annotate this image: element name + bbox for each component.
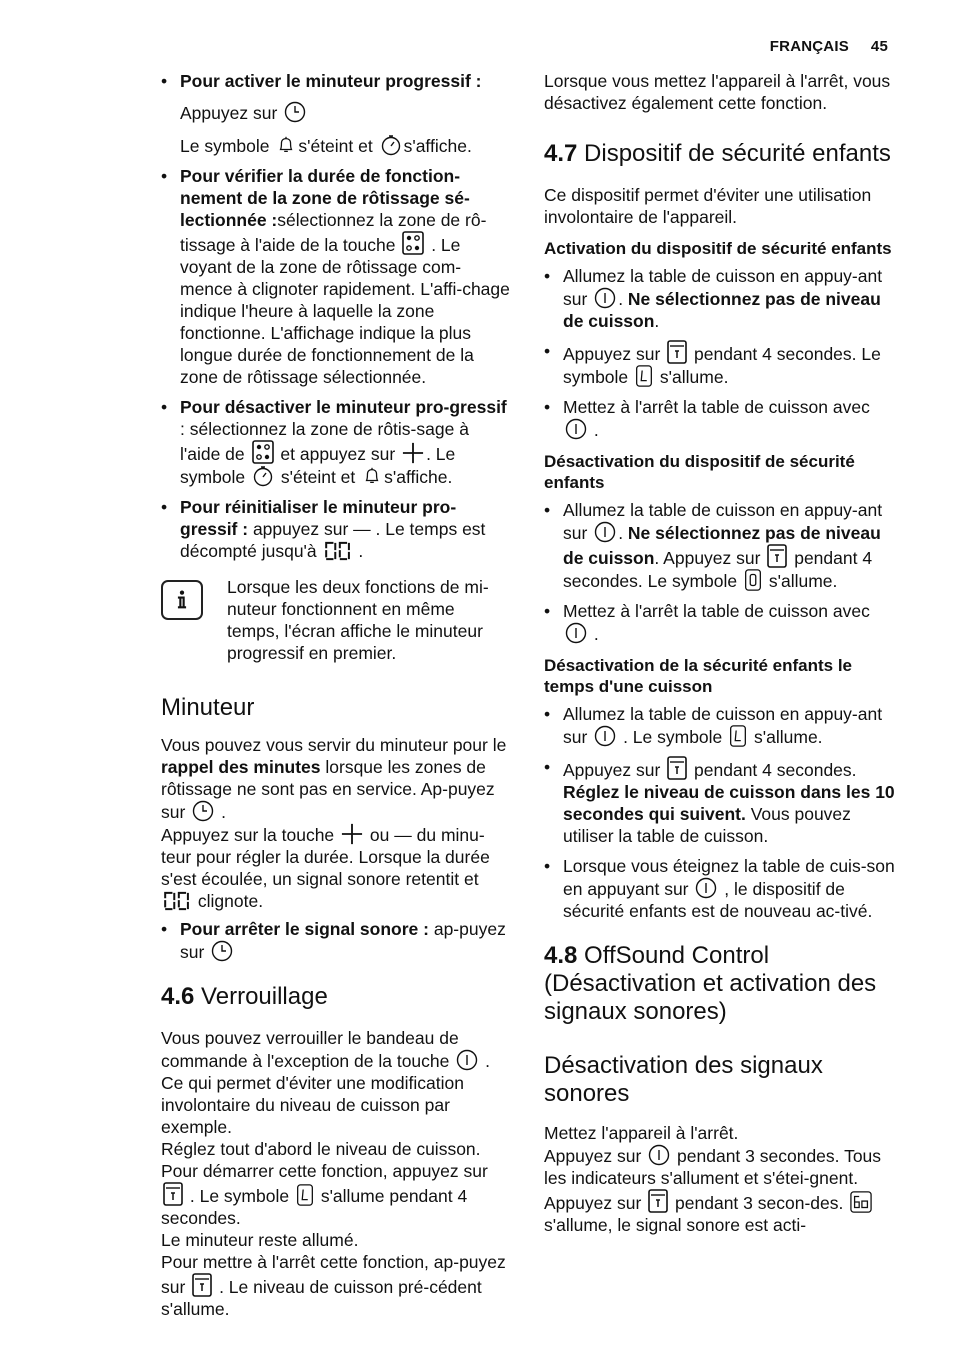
text: Vous pouvez utiliser la table de cuisson. xyxy=(563,804,851,846)
bullet-title: Pour désactiver le minuteur pro-gressif xyxy=(180,397,507,417)
text: . Le voyant de la zone de rôtissage com-mence à clignoter rapidement. L'affi-chage indique l'heure à laquelle la zone fonctionne. L'affichage indique la plus longue durée de fonctionnement de la zone de rôtissage sélectionnée. xyxy=(180,235,510,387)
text: Lorsque vous éteignez la table de cuis-son en appuyant sur xyxy=(563,856,895,899)
text: Appuyez sur xyxy=(563,760,661,780)
text: Lorsque vous mettez l'appareil à l'arrêt, vous désactivez également cette fonction. xyxy=(544,71,891,113)
text: sélectionnez la zone de rô-tissage à l'aide de la touche xyxy=(180,210,487,255)
lock-key-icon xyxy=(767,544,787,568)
text: Appuyez sur xyxy=(180,103,278,123)
timer-icon xyxy=(380,134,402,156)
power-icon xyxy=(594,521,616,543)
text: ap-puyez sur xyxy=(180,919,506,962)
clock-icon xyxy=(284,101,306,123)
section-number: 4.6 xyxy=(161,983,195,1010)
text: . xyxy=(654,311,660,331)
subsection-heading: Désactivation des signaux sonores xyxy=(544,1052,823,1107)
zero-symbol-icon xyxy=(744,569,762,591)
text: : sélectionnez la zone de rôtis-sage à l'aide de xyxy=(180,419,469,464)
display-00-icon xyxy=(324,541,352,561)
power-icon xyxy=(565,622,587,644)
text: , le dispositif de sécurité enfants est de nouveau ac-tivé. xyxy=(563,879,873,921)
text: et appuyez sur xyxy=(280,444,396,464)
text: lorsque les zones de rôtissage ne sont pas en service. Ap-puyez sur xyxy=(161,757,495,822)
page-number: 45 xyxy=(870,38,888,55)
text: . Appuyez sur xyxy=(654,548,761,568)
power-icon xyxy=(565,418,587,440)
lock-key-icon xyxy=(667,340,687,364)
text: s'éteint et xyxy=(298,136,373,156)
text: Allumez la table de cuisson en appuy-ant sur xyxy=(563,500,883,543)
lock-symbol-l-icon xyxy=(635,365,653,387)
power-icon xyxy=(695,877,717,899)
list-item xyxy=(544,396,898,441)
section-name: Dispositif de sécurité enfants xyxy=(584,140,891,167)
text: Mettez à l'arrêt la table de cuisson avec xyxy=(563,601,870,621)
bell-icon xyxy=(276,134,296,156)
section-title: Minuteur xyxy=(161,694,255,721)
text: . xyxy=(221,802,226,822)
list-item xyxy=(544,499,898,592)
subsection-title: Désactivation du dispositif de sécurité enfants xyxy=(544,452,855,492)
text: . xyxy=(593,624,599,644)
list-item xyxy=(161,918,513,963)
plus-icon xyxy=(341,823,363,845)
text: Ne sélectionnez pas de niveau de cuisson xyxy=(563,289,881,331)
text: . xyxy=(358,541,364,561)
section-4-8-title xyxy=(544,942,898,1026)
zone-select-icon xyxy=(402,231,424,255)
text: Allumez la table de cuisson en appuy-ant sur xyxy=(563,266,883,309)
text: Appuyez sur la touche xyxy=(161,825,335,845)
text: Vous pouvez verrouiller le bandeau de commande à l'exception de la touche xyxy=(161,1028,459,1071)
text: Appuyez sur xyxy=(544,1146,642,1166)
text: pendant 3 secondes. Tous les indicateurs s'allument et s'étei-gnent. Appuyez sur xyxy=(544,1146,882,1213)
text: pendant 4 secondes. Le symbole xyxy=(563,344,881,387)
display-00-icon xyxy=(163,891,191,911)
text: s'allume pendant 4 secondes. xyxy=(161,1186,468,1228)
text: Appuyez sur xyxy=(563,344,661,364)
text: Mettez l'appareil à l'arrêt. xyxy=(544,1123,739,1143)
section-number: 4.7 xyxy=(544,140,578,167)
section-name: Verrouillage xyxy=(201,983,328,1010)
text: Vous pouvez vous servir du minuteur pour le xyxy=(161,735,507,755)
text: s'éteint et xyxy=(280,467,356,487)
section-4-6-title xyxy=(161,983,513,1011)
list-item xyxy=(544,340,898,388)
text: Allumez la table de cuisson en appuy-ant sur xyxy=(563,704,883,747)
text: s'affiche. xyxy=(384,467,453,487)
right-column xyxy=(544,70,898,1236)
lock-key-icon xyxy=(163,1182,183,1206)
lock-key-icon xyxy=(667,756,687,780)
text: rappel des minutes xyxy=(161,757,321,777)
bullet-title: Pour arrêter le signal sonore : xyxy=(180,919,429,939)
text: . Le symbole xyxy=(180,444,456,487)
info-text: Lorsque les deux fonctions de mi-nuteur fonctionnent en même temps, l'écran affiche le minuteur progressif en premier. xyxy=(227,577,489,663)
clock-icon xyxy=(211,940,233,962)
list-item xyxy=(544,600,898,645)
lock-symbol-l-icon xyxy=(729,725,747,747)
text: . xyxy=(618,523,628,543)
text: pendant 4 secondes. xyxy=(694,760,857,780)
text: Réglez le niveau de cuisson dans les 10 secondes qui suivent. xyxy=(563,782,895,824)
info-icon xyxy=(161,580,203,620)
text: . Le niveau de cuisson pré-cédent s'allume. xyxy=(161,1277,482,1319)
bullet-title: Pour réinitialiser le minuteur pro-gressif : xyxy=(180,497,457,539)
text: . xyxy=(618,289,628,309)
text: pendant 4 secondes. Le symbole xyxy=(563,548,873,591)
list-item xyxy=(544,756,898,847)
page-header xyxy=(770,38,888,55)
text: Réglez tout d'abord le niveau de cuisson. Pour démarrer cette fonction, appuyez sur xyxy=(161,1139,488,1181)
list-item xyxy=(161,165,513,388)
power-icon xyxy=(594,725,616,747)
text: s'allume. xyxy=(754,727,823,747)
subsection-title: Activation du dispositif de sécurité enfants xyxy=(544,239,892,258)
bullet-title: Pour vérifier la durée de fonction-nement de la zone de rôtissage sé-lectionnée : xyxy=(180,166,470,230)
text: pendant 3 secon-des. xyxy=(675,1193,844,1213)
list-item xyxy=(161,70,513,157)
text: ou — du minu-teur pour régler la durée. Lorsque la durée s'est écoulée, un signal sonore retentit et xyxy=(161,825,490,889)
section-4-7-title xyxy=(544,140,898,168)
clock-icon xyxy=(192,800,214,822)
power-icon xyxy=(456,1049,478,1071)
lock-key-icon xyxy=(192,1273,212,1297)
list-item xyxy=(544,703,898,748)
text: Ne sélectionnez pas de niveau de cuisson xyxy=(563,523,881,568)
lock-symbol-l-icon xyxy=(296,1184,314,1206)
text: clignote. xyxy=(197,891,264,911)
list-item xyxy=(161,496,513,562)
subsection-title: Désactivation de la sécurité enfants le temps d'une cuisson xyxy=(544,656,853,696)
text: s'allume, le signal sonore est acti- xyxy=(544,1215,807,1235)
text: . xyxy=(593,420,599,440)
list-item xyxy=(544,855,898,922)
text: Ce dispositif permet d'éviter une utilisation involontaire de l'appareil. xyxy=(544,185,872,227)
text: . Ce qui permet d'éviter une modification involontaire du niveau de cuisson par exemple. xyxy=(161,1051,491,1137)
off-sound-symbol-icon xyxy=(850,1191,872,1213)
text: s'allume. xyxy=(768,571,838,591)
text: appuyez sur — . Le temps est décompté jusqu'à xyxy=(180,519,486,561)
language-label: FRANÇAIS xyxy=(769,38,849,55)
power-icon xyxy=(594,287,616,309)
left-column xyxy=(161,70,513,1320)
plus-icon xyxy=(402,442,424,464)
text: Pour mettre à l'arrêt cette fonction, ap-puyez sur xyxy=(161,1252,506,1297)
lock-key-icon xyxy=(648,1189,668,1213)
list-item xyxy=(544,265,898,332)
bullet-title: Pour activer le minuteur progressif : xyxy=(180,71,482,91)
bell-icon xyxy=(362,465,382,487)
text: . Le symbole xyxy=(623,727,723,747)
section-name: OffSound Control (Désactivation et activation des signaux sonores) xyxy=(544,942,877,1025)
text: s'affiche. xyxy=(403,136,472,156)
timer-icon xyxy=(252,465,274,487)
text: s'allume. xyxy=(659,367,729,387)
text: Le minuteur reste allumé. xyxy=(161,1230,359,1250)
text: Mettez à l'arrêt la table de cuisson avec xyxy=(563,397,870,417)
text: . Le symbole xyxy=(189,1186,290,1206)
info-note xyxy=(161,576,513,664)
power-icon xyxy=(648,1144,670,1166)
section-number: 4.8 xyxy=(544,942,578,969)
text: Le symbole xyxy=(180,136,270,156)
list-item xyxy=(161,396,513,488)
zone-select-icon xyxy=(252,440,274,464)
